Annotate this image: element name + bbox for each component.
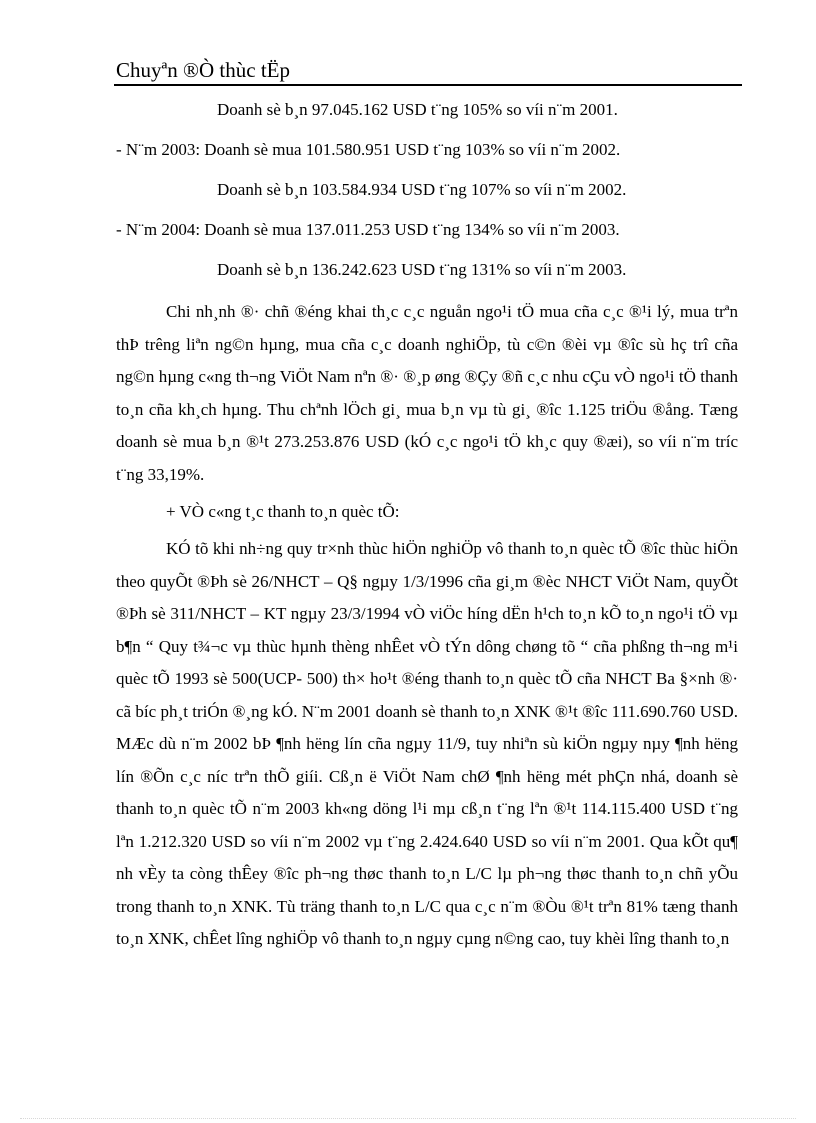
header-divider	[114, 84, 742, 86]
sales-line: Doanh sè b¸n 136.242.623 USD t¨ng 131% so víi n¨m 2003.	[217, 260, 627, 279]
document-body	[116, 90, 738, 956]
international-payment-paragraph: KÓ tõ khi nh÷ng quy tr×nh thùc hiÖn nghiÖp vô thanh to¸n quèc tÕ ®îc thùc hiÖn theo quyÕt ®Þh sè 26/NHCT – Q§ ngµy 1/3/1996 cña gi¸m ®èc NHCT ViÖt Nam, quyÕt ®Þh sè 311/NHCT – KT ngµy 23/3/1994 vÒ viÖc híng dËn h¹ch to¸n kÕ to¸n ngo¹i tÖ vµ b¶n “ Quy t¾¬c vµ thùc hµnh thèng nhÊet vÒ tÝn dông chøng tõ “ cña phßng th¬ng m¹i quèc tÕ 1993 sè 500(UCP- 500) th× ho¹t ®éng thanh to¸n quèc tÕ cña NHCT Ba §×nh ®· cã bíc ph¸t triÓn ®¸ng kÓ. N¨m 2001 doanh sè thanh to¸n XNK ®¹t ®îc 111.690.760 USD. MÆc dù n¨m 2002 bÞ ¶nh hëng lín cña ngµy 11/9, tuy nhiªn sù kiÖn ngµy nµy ¶nh hëng lín ®Õn c¸c níc trªn thÕ giíi. Cß¸n ë ViÖt Nam chØ ¶nh hëng mét phÇn nhá, doanh sè thanh to¸n quèc tÕ n¨m 2003 kh«ng döng l¹i mµ cß¸n t¨ng lªn ®¹t 114.115.400 USD t¨ng lªn 1.212.320 USD so víi n¨m 2002 vµ t¨ng 2.424.640 USD so víi n¨m 2001. Qua kÕt qu¶ nh vÈy ta còng thÊey ®îc ph¬ng thøc thanh to¸n L/C lµ ph¬ng thøc thanh to¸n chñ yÕu trong thanh to¸n XNK. Tù träng thanh to¸n L/C qua c¸c n¨m ®Òu ®¹t trªn 81% tæng thanh to¸n XNK, chÊet lîng nghiÖp vô thanh to¸n ngµy cµng n©ng cao, tuy khèi lîng thanh to¸n	[116, 539, 738, 948]
foreign-exchange-paragraph: Chi nh¸nh ®· chñ ®éng khai th¸c c¸c nguån ngo¹i tÖ mua cña c¸c ®¹i lý, mua trªn thÞ trêng liªn ng©n hµng, mua cña c¸c doanh nghiÖp, tù c©n ®èi vµ ®îc sù hç trî cña ng©n hµng c«ng th¬ng ViÖt Nam nªn ®· ®¸p øng ®Çy ®ñ c¸c nhu cÇu vÒ ngo¹i tÖ thanh to¸n cña kh¸ch hµng. Thu chªnh lÖch gi¸ mua b¸n vµ tù gi¸ ®îc 1.125 triÖu ®ång. Tæng doanh sè mua b¸n ®¹t 273.253.876 USD (kÓ c¸c ngo¹i tÖ kh¸c quy ®æi), so víi n¨m tríc t¨ng 33,19%.	[116, 302, 738, 484]
section-heading: + VÒ c«ng t¸c thanh to¸n quèc tÕ:	[166, 502, 400, 521]
page-footer-divider	[20, 1118, 796, 1119]
sales-line: Doanh sè b¸n 103.584.934 USD t¨ng 107% so víi n¨m 2002.	[217, 180, 627, 199]
purchase-line: - N¨m 2003: Doanh sè mua 101.580.951 USD t¨ng 103% so víi n¨m 2002.	[116, 140, 621, 159]
sales-line: Doanh sè b¸n 97.045.162 USD t¨ng 105% so víi n¨m 2001.	[217, 100, 618, 119]
page-header-title: Chuyªn ®Ò thùc tËp	[116, 58, 290, 82]
purchase-line: - N¨m 2004: Doanh sè mua 137.011.253 USD t¨ng 134% so víi n¨m 2003.	[116, 220, 620, 239]
